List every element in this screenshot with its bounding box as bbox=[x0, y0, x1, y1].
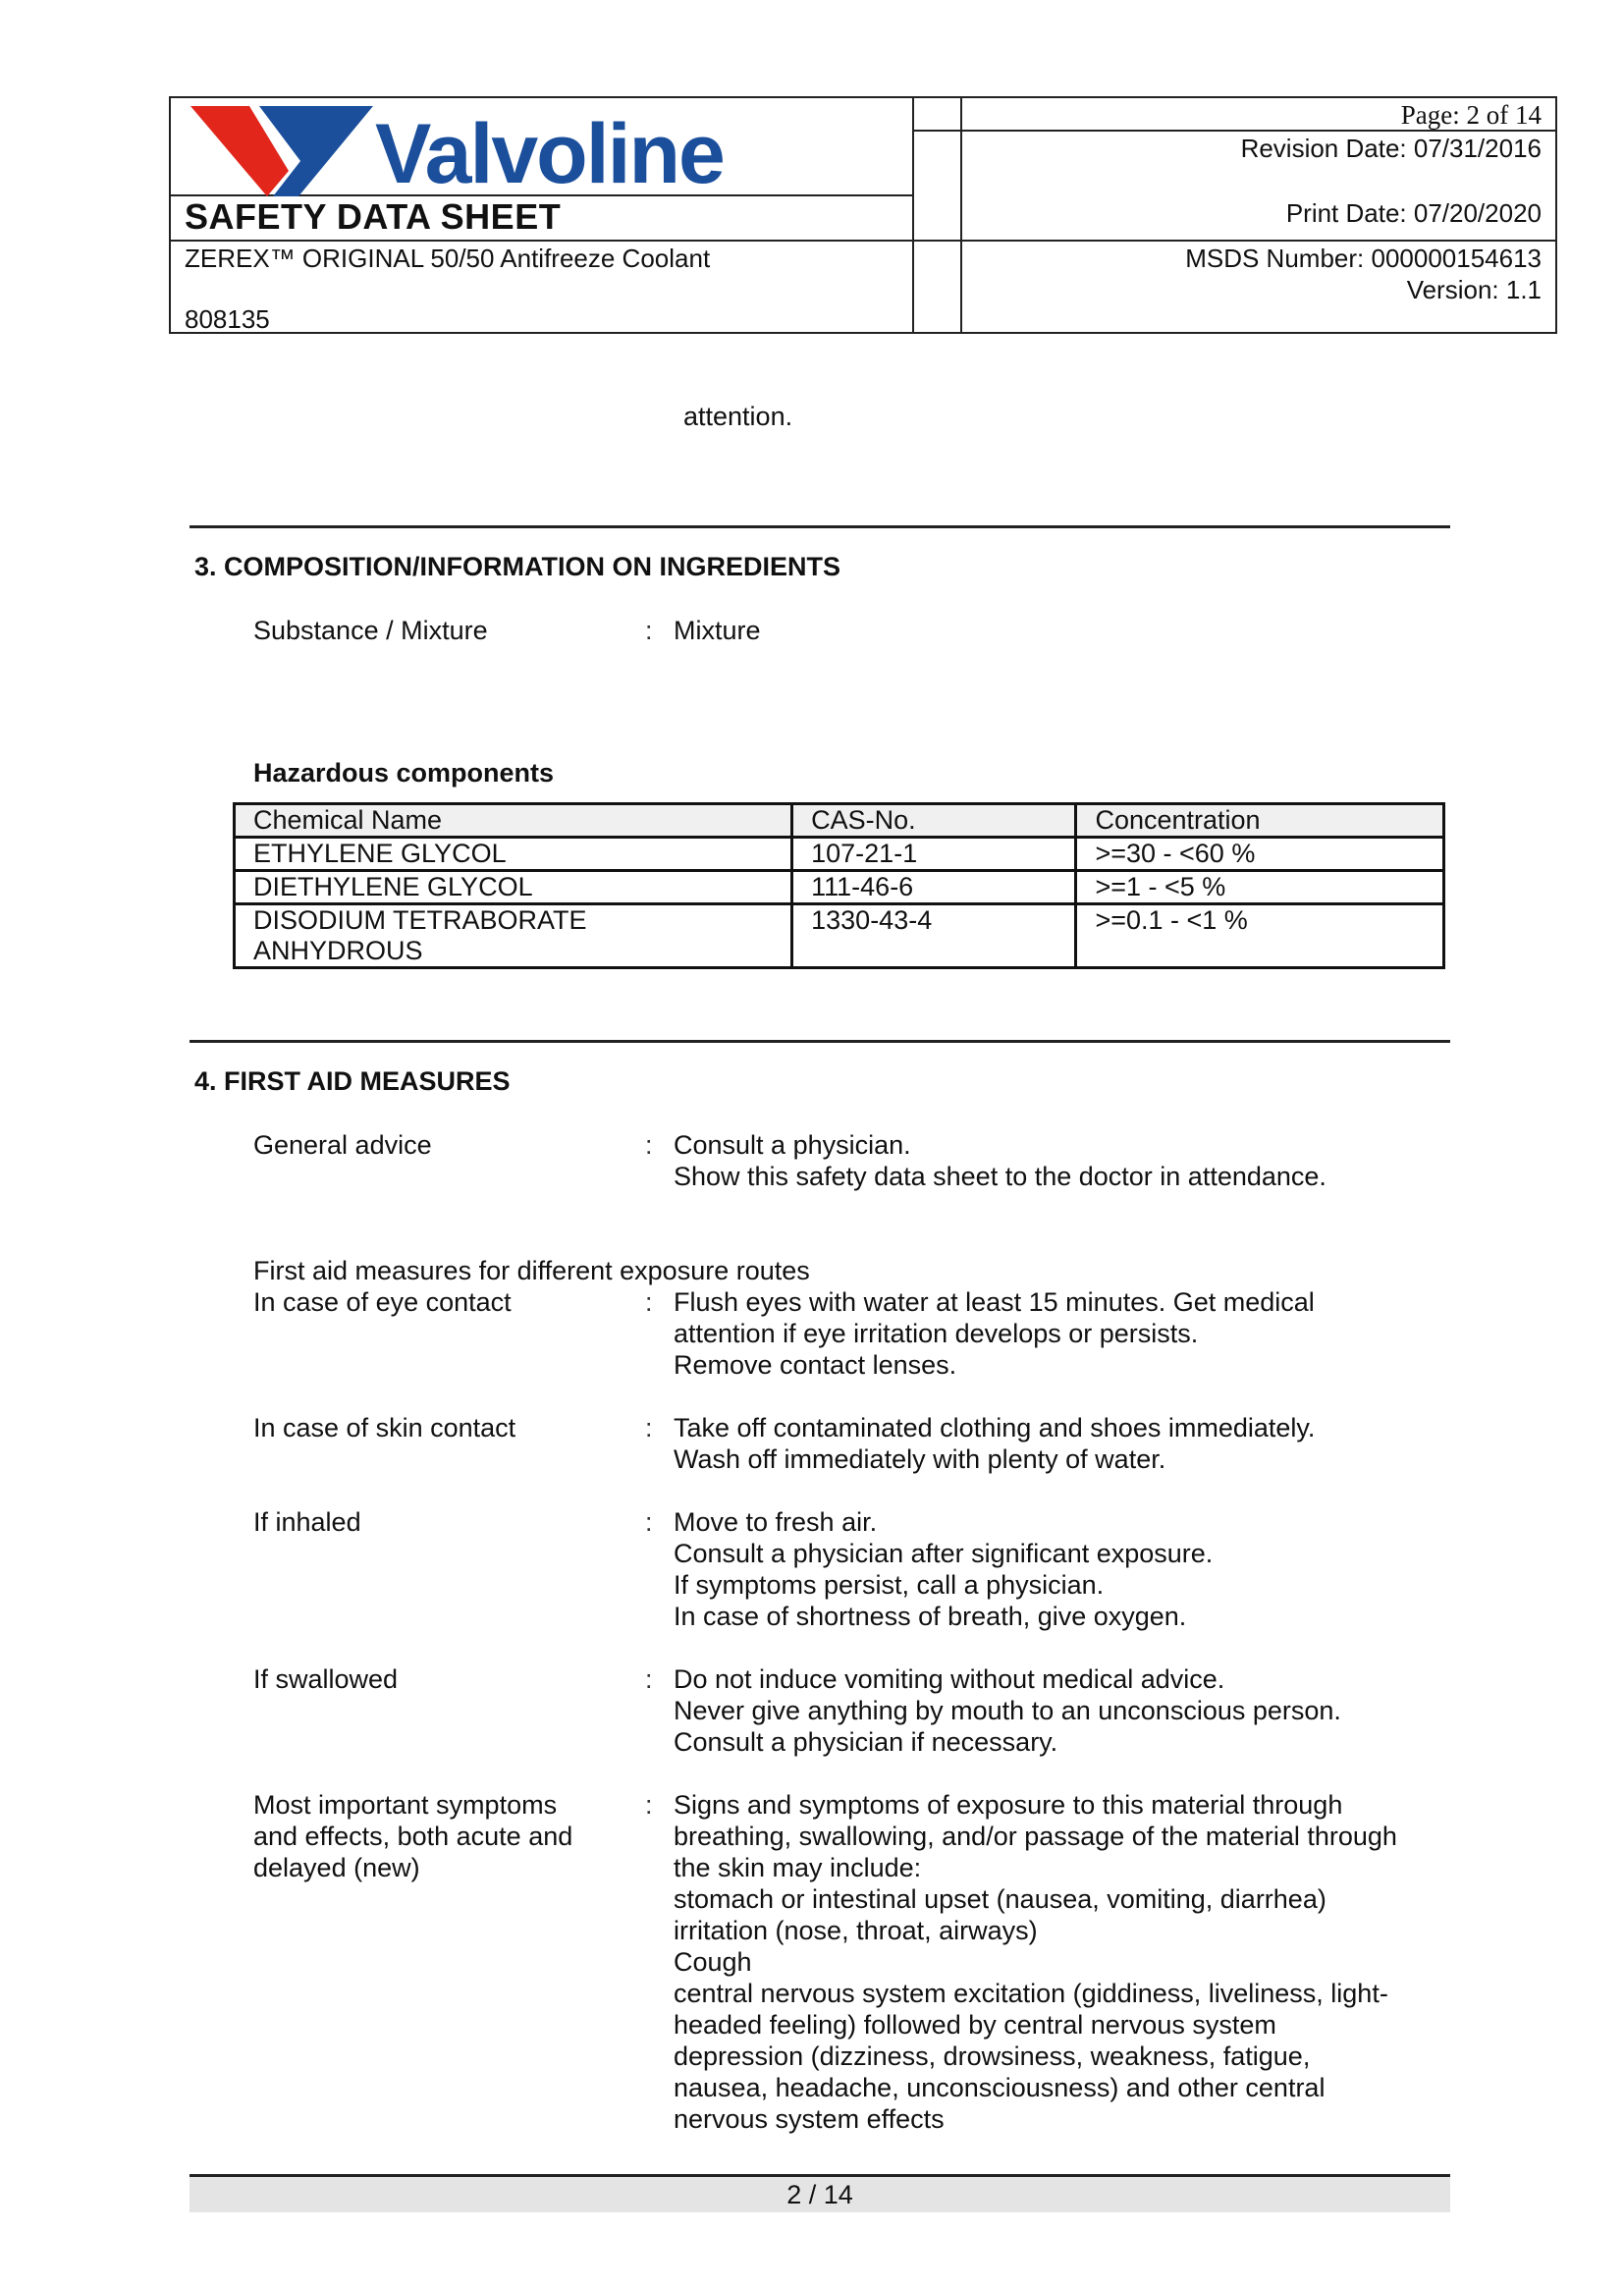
hazardous-components-title: Hazardous components bbox=[253, 758, 555, 788]
column-header-chemical-name: Chemical Name bbox=[235, 804, 792, 838]
text-line: Cough bbox=[674, 1947, 752, 1977]
version: Version: 1.1 bbox=[1406, 275, 1542, 304]
footer-page-indicator: 2 / 14 bbox=[189, 2177, 1450, 2212]
continued-text: attention. bbox=[683, 402, 793, 431]
colon: : bbox=[645, 1130, 653, 1160]
colon: : bbox=[645, 1413, 653, 1442]
text-line: Never give anything by mouth to an unconscious person. bbox=[674, 1696, 1341, 1725]
valvoline-logo bbox=[190, 102, 809, 196]
text-line: Move to fresh air. bbox=[674, 1507, 878, 1537]
table-header-row bbox=[235, 804, 1444, 838]
text-line: Show this safety data sheet to the doctor in attendance. bbox=[674, 1162, 1326, 1191]
cas-number: 107-21-1 bbox=[792, 838, 1076, 871]
column-header-cas-no: CAS-No. bbox=[792, 804, 1076, 838]
skin-contact-label: In case of skin contact bbox=[253, 1413, 516, 1442]
text-line: stomach or intestinal upset (nausea, vomiting, diarrhea) bbox=[674, 1884, 1326, 1914]
revision-date: Revision Date: 07/31/2016 bbox=[1240, 134, 1542, 163]
column-header-concentration: Concentration bbox=[1076, 804, 1444, 838]
colon: : bbox=[645, 616, 653, 645]
section-divider bbox=[189, 1040, 1450, 1043]
page-number: Page: 2 of 14 bbox=[1400, 100, 1542, 130]
cas-number: 111-46-6 bbox=[792, 871, 1076, 904]
text-line: Consult a physician if necessary. bbox=[674, 1727, 1058, 1757]
inhaled-text bbox=[674, 1506, 1213, 1632]
chemical-name: ETHYLENE GLYCOL bbox=[235, 838, 792, 871]
text-line: depression (dizziness, drowsiness, weakness, fatigue, bbox=[674, 2041, 1311, 2071]
substance-label: Substance / Mixture bbox=[253, 616, 488, 645]
document-header bbox=[169, 96, 1557, 334]
concentration: >=30 - <60 % bbox=[1076, 838, 1444, 871]
text-line: Wash off immediately with plenty of water. bbox=[674, 1444, 1166, 1474]
text-line: Most important symptoms bbox=[253, 1790, 558, 1820]
header-divider bbox=[171, 240, 1555, 242]
text-line: delayed (new) bbox=[253, 1853, 420, 1882]
text-line: headed feeling) followed by central nervous system bbox=[674, 2010, 1276, 2040]
chemical-name: DIETHYLENE GLYCOL bbox=[235, 871, 792, 904]
colon: : bbox=[645, 1287, 653, 1317]
chemical-name-line: DISODIUM TETRABORATE bbox=[253, 905, 587, 935]
general-advice-text bbox=[674, 1129, 1326, 1192]
general-advice-label: General advice bbox=[253, 1130, 432, 1160]
logo-wordmark: Valvoline bbox=[375, 107, 724, 196]
text-line: Signs and symptoms of exposure to this material through bbox=[674, 1790, 1343, 1820]
symptoms-text bbox=[674, 1789, 1397, 2135]
text-line: and effects, both acute and bbox=[253, 1822, 573, 1851]
eye-contact-label: In case of eye contact bbox=[253, 1287, 512, 1317]
text-line: central nervous system excitation (giddiness, liveliness, light- bbox=[674, 1979, 1388, 2008]
text-line: nausea, headache, unconsciousness) and other central bbox=[674, 2073, 1326, 2102]
text-line: Consult a physician after significant exposure. bbox=[674, 1539, 1214, 1568]
text-line: In case of shortness of breath, give oxygen. bbox=[674, 1602, 1187, 1631]
colon: : bbox=[645, 1790, 653, 1820]
chemical-name-line: ANHYDROUS bbox=[253, 936, 423, 965]
inhaled-label: If inhaled bbox=[253, 1507, 361, 1537]
concentration: >=1 - <5 % bbox=[1076, 871, 1444, 904]
msds-number: MSDS Number: 000000154613 bbox=[1185, 244, 1542, 273]
text-line: If symptoms persist, call a physician. bbox=[674, 1570, 1105, 1600]
exposure-routes-heading: First aid measures for different exposure routes bbox=[253, 1256, 810, 1285]
print-date: Print Date: 07/20/2020 bbox=[1285, 198, 1542, 228]
cas-number: 1330-43-4 bbox=[792, 904, 1076, 968]
hazardous-components-table bbox=[233, 802, 1445, 969]
swallowed-text bbox=[674, 1663, 1341, 1758]
table-row bbox=[235, 871, 1444, 904]
text-line: Do not induce vomiting without medical advice. bbox=[674, 1664, 1225, 1694]
text-line: Take off contaminated clothing and shoes immediately. bbox=[674, 1413, 1316, 1442]
section-3-title: 3. COMPOSITION/INFORMATION ON INGREDIENTS bbox=[194, 552, 841, 581]
eye-contact-text bbox=[674, 1286, 1315, 1381]
substance-value: Mixture bbox=[674, 616, 761, 645]
table-row bbox=[235, 904, 1444, 968]
header-divider bbox=[960, 98, 962, 332]
text-line: the skin may include: bbox=[674, 1853, 922, 1882]
product-code: 808135 bbox=[185, 304, 270, 334]
text-line: irritation (nose, throat, airways) bbox=[674, 1916, 1038, 1945]
text-line: nervous system effects bbox=[674, 2104, 945, 2134]
symptoms-label bbox=[253, 1789, 572, 1883]
table-row bbox=[235, 838, 1444, 871]
text-line: Flush eyes with water at least 15 minutes. Get medical bbox=[674, 1287, 1315, 1317]
colon: : bbox=[645, 1507, 653, 1537]
text-line: attention if eye irritation develops or persists. bbox=[674, 1319, 1199, 1348]
swallowed-label: If swallowed bbox=[253, 1664, 399, 1694]
section-divider bbox=[189, 525, 1450, 528]
product-name: ZEREX™ ORIGINAL 50/50 Antifreeze Coolant bbox=[185, 244, 711, 273]
header-divider bbox=[912, 98, 914, 332]
colon: : bbox=[645, 1664, 653, 1694]
document-title: SAFETY DATA SHEET bbox=[185, 196, 562, 237]
text-line: breathing, swallowing, and/or passage of the material through bbox=[674, 1822, 1397, 1851]
text-line: Remove contact lenses. bbox=[674, 1350, 957, 1380]
concentration: >=0.1 - <1 % bbox=[1076, 904, 1444, 968]
chemical-name bbox=[235, 904, 792, 968]
text-line: Consult a physician. bbox=[674, 1130, 911, 1160]
header-divider bbox=[912, 130, 960, 132]
section-4-title: 4. FIRST AID MEASURES bbox=[194, 1066, 511, 1096]
skin-contact-text bbox=[674, 1412, 1315, 1475]
